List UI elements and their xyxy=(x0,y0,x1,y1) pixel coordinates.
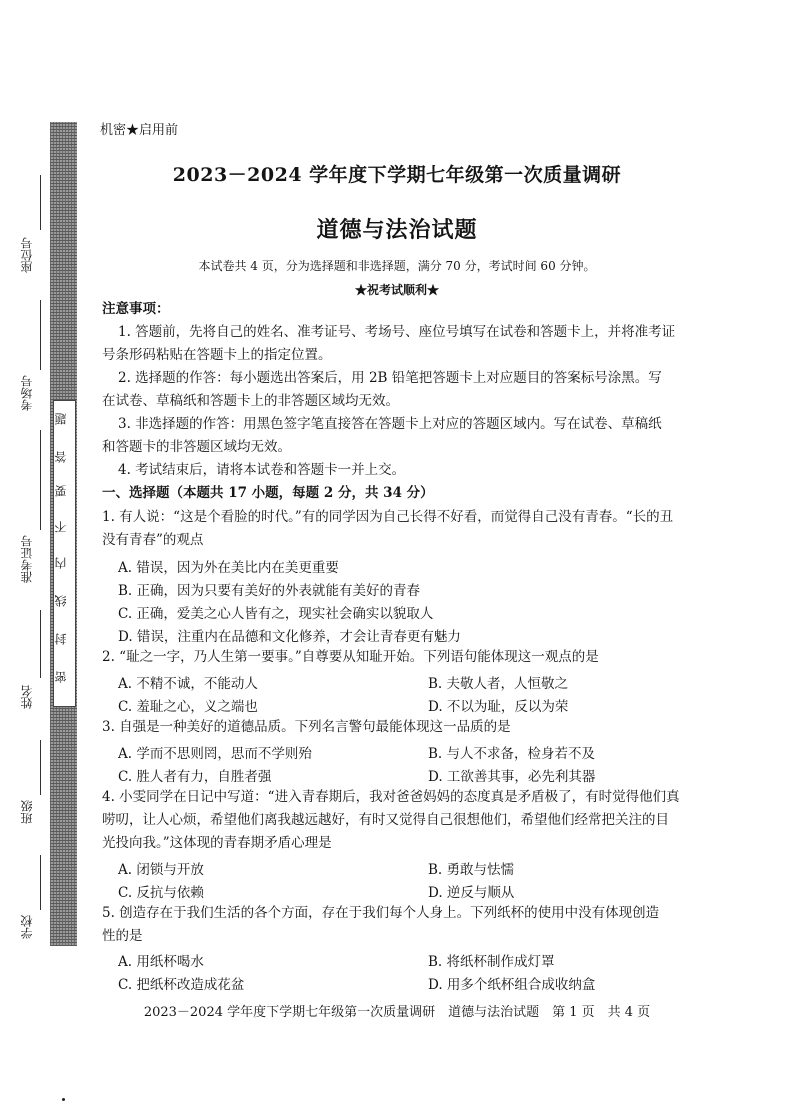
question-1-stem: 没有青春”的观点 xyxy=(102,532,204,548)
note-line: 和答题卡的非答题区域均无效。 xyxy=(102,439,291,455)
seal-line-notice xyxy=(53,400,76,707)
question-5-option-a: A. 用纸杯喝水 xyxy=(118,954,204,970)
question-2-option-a: A. 不精不诚，不能动人 xyxy=(118,676,258,692)
seal-char: 题 xyxy=(54,413,68,425)
exam-room-field[interactable] xyxy=(18,300,50,415)
confidential-mark: 机密★启用前 xyxy=(100,123,179,138)
notes-heading: 注意事项： xyxy=(102,301,170,317)
scan-dot xyxy=(62,1098,65,1101)
seal-char: 内 xyxy=(54,557,68,569)
question-5-option-d: D. 用多个纸杯组合成收纳盒 xyxy=(428,977,596,993)
question-4-stem: 4. 小雯同学在日记中写道：“进入青春期后，我对爸爸妈妈的态度真是矛盾极了，有时觉得他们真 xyxy=(102,789,680,805)
note-line: 2. 选择题的作答：每小题选出答案后，用 2B 铅笔把答题卡上对应题目的答案标号涂黑。写 xyxy=(118,370,662,386)
class-field[interactable] xyxy=(18,740,50,840)
seal-char: 密 xyxy=(54,671,68,683)
question-5-option-b: B. 将纸杯制作成灯罩 xyxy=(428,954,555,970)
question-1-option-d: D. 错误，注重内在品德和文化修养，才会让青春更有魅力 xyxy=(118,629,461,645)
name-label: 姓名 xyxy=(20,685,34,709)
note-line: 号条形码粘贴在答题卡上的指定位置。 xyxy=(102,347,332,363)
question-4-stem: 光投向我。”这体现的青春期矛盾心理是 xyxy=(102,835,332,851)
seal-char: 不 xyxy=(54,521,68,533)
note-line: 在试卷、草稿纸和答题卡上的非答题区域均无效。 xyxy=(102,393,399,409)
class-label: 班级 xyxy=(20,800,34,824)
seal-char: 要 xyxy=(54,485,68,497)
question-3-option-b: B. 与人不求备，检身若不及 xyxy=(428,746,596,762)
section-heading: 一、选择题（本题共 17 小题，每题 2 分，共 34 分） xyxy=(102,485,434,501)
question-4-option-d: D. 逆反与顺从 xyxy=(428,885,515,901)
seal-char: 封 xyxy=(54,633,68,645)
exam-room-label: 考场号 xyxy=(20,375,34,411)
question-4-option-c: C. 反抗与依赖 xyxy=(118,885,204,901)
note-line: 4. 考试结束后，请将本试卷和答题卡一并上交。 xyxy=(118,462,406,478)
question-5-stem: 性的是 xyxy=(102,928,143,944)
question-2-option-c: C. 羞耻之心，义之端也 xyxy=(118,699,258,715)
seal-char: 答 xyxy=(54,451,68,463)
question-4-option-a: A. 闭锁与开放 xyxy=(118,862,204,878)
seal-char: 线 xyxy=(54,595,68,607)
question-2-option-d: D. 不以为耻，反以为荣 xyxy=(428,699,569,715)
ticket-number-field[interactable] xyxy=(18,430,50,595)
question-2-option-b: B. 夫敬人者，人恒敬之 xyxy=(428,676,569,692)
question-3-option-d: D. 工欲善其事，必先利其器 xyxy=(428,769,596,785)
question-5-option-c: C. 把纸杯改造成花盆 xyxy=(118,977,245,993)
good-luck-line: ★祝考试顺利★ xyxy=(354,283,439,297)
subject-title: 道德与法治试题 xyxy=(316,217,478,243)
name-field[interactable] xyxy=(18,610,50,720)
school-field[interactable] xyxy=(18,855,50,945)
question-1-option-a: A. 错误，因为外在美比内在美更重要 xyxy=(118,560,339,576)
exam-info: 本试卷共 4 页，分为选择题和非选择题，满分 70 分，考试时间 60 分钟。 xyxy=(198,259,596,273)
note-line: 1. 答题前，先将自己的姓名、准考证号、考场号、座位号填写在试卷和答题卡上，并将准考证 xyxy=(118,324,676,340)
page-footer: 2023－2024 学年度下学期七年级第一次质量调研 道德与法治试题 第 1 页 共 4 页 xyxy=(143,1005,651,1020)
seat-number-label: 座位号 xyxy=(20,237,34,273)
question-3-option-c: C. 胜人者有力，自胜者强 xyxy=(118,769,272,785)
question-5-stem: 5. 创造存在于我们生活的各个方面，存在于我们每个人身上。下列纸杯的使用中没有体现创造 xyxy=(102,905,660,921)
exam-title: 2023－2024 学年度下学期七年级第一次质量调研 xyxy=(172,164,622,186)
question-3-stem: 3. 自强是一种美好的道德品质。下列名言警句最能体现这一品质的是 xyxy=(102,719,511,735)
question-2-stem: 2. “耻之一字，乃人生第一要事。”自尊要从知耻开始。下列语句能体现这一观点的是 xyxy=(102,649,599,665)
question-1-option-c: C. 正确，爱美之心人皆有之，现实社会确实以貌取人 xyxy=(118,606,434,622)
question-1-option-b: B. 正确，因为只要有美好的外表就能有美好的青春 xyxy=(118,583,421,599)
ticket-number-label: 准考证号 xyxy=(20,535,34,583)
note-line: 3. 非选择题的作答：用黑色签字笔直接答在答题卡上对应的答题区域内。写在试卷、草稿纸 xyxy=(118,416,662,432)
question-3-option-a: A. 学而不思则罔，思而不学则殆 xyxy=(118,746,312,762)
question-1-stem: 1. 有人说：“这是个看脸的时代。”有的同学因为自己长得不好看，而觉得自己没有青春。“长的丑 xyxy=(102,509,674,525)
question-4-option-b: B. 勇敢与怯懦 xyxy=(428,862,515,878)
school-label: 学校 xyxy=(20,915,34,939)
question-4-stem: 唠叨，让人心烦，希望他们离我越远越好，有时又觉得自己很想他们，希望他们经常把关注的目 xyxy=(102,812,669,828)
